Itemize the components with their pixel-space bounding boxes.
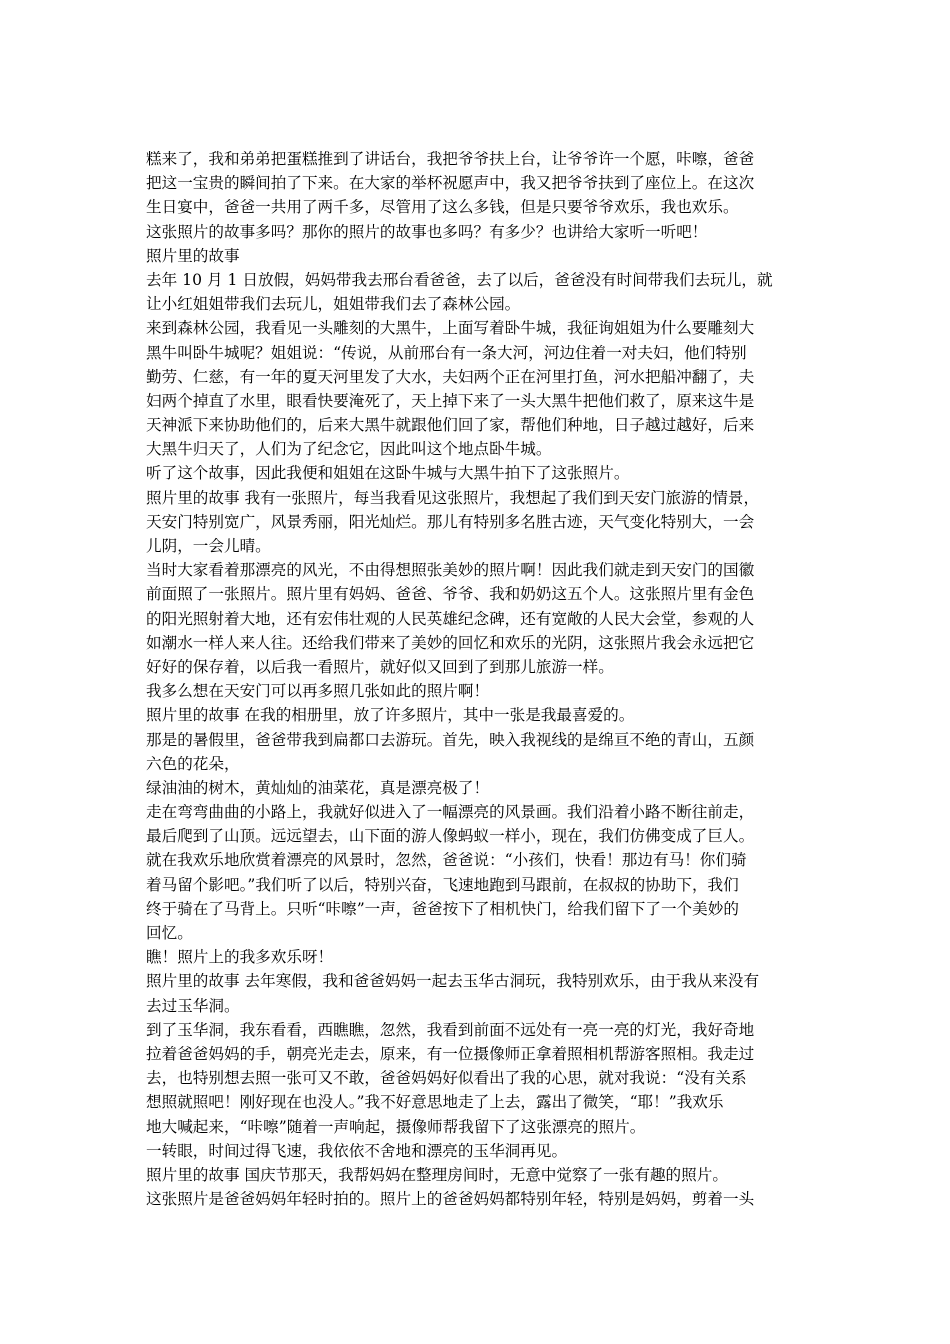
text-line: 把这一宝贵的瞬间拍了下来。在大家的举杯祝愿声中，我又把爷爷扶到了座位上。在这次 [146,174,755,193]
text-line: 当时大家看着那漂亮的风光，不由得想照张美妙的照片啊！因此我们就走到天安门的国徽 [146,561,755,580]
text-line: 这张照片的故事多吗？那你的照片的故事也多吗？有多少？也讲给大家听一听吧！ [146,222,708,241]
text-line: 回忆。 [146,924,193,942]
text-line: 让小红姐姐带我们去玩儿，姐姐带我们去了森林公园。 [146,295,521,314]
text-line: 勤劳、仁慈，有一年的夏天河里发了大水，夫妇两个正在河里打鱼，河水把船冲翻了，夫 [146,367,755,386]
text-line: 走在弯弯曲曲的小路上，我就好似进入了一幅漂亮的风景画。我们沿着小路不断往前走， [146,803,755,822]
text-line: 到了玉华洞，我东看看，西瞧瞧，忽然，我看到前面不远处有一亮一亮的灯光，我好奇地 [146,1020,755,1039]
text-line: 去过玉华洞。 [146,996,240,1015]
text-line: 我多么想在天安门可以再多照几张如此的照片啊！ [146,682,490,701]
text-line: 照片里的故事 我有一张照片，每当我看见这张照片，我想起了我们到天安门旅游的情景， [146,488,760,507]
text-line: 前面照了一张照片。照片里有妈妈、爸爸、爷爷、我和奶奶这五个人。这张照片里有金色 [146,585,755,604]
text-line: 瞧！照片上的我多欢乐呀！ [146,948,334,967]
text-line: 妇两个掉直了水里，眼看快要淹死了，天上掉下来了一头大黑牛把他们救了，原来这牛是 [146,391,755,410]
text-line: 来到森林公园，我看见一头雕刻的大黑牛，上面写着卧牛城，我征询姐姐为什么要雕刻大 [146,319,755,338]
text-line: 照片里的故事 国庆节那天，我帮妈妈在整理房间时，无意中觉察了一张有趣的照片。 [146,1165,728,1184]
text-line: 拉着爸爸妈妈的手，朝亮光走去，原来，有一位摄像师正拿着照相机帮游客照相。我走过 [146,1044,755,1063]
text-line: 去年 10 月 1 日放假，妈妈带我去邢台看爸爸，去了以后，爸爸没有时间带我们去玩儿，就 [146,270,773,289]
text-line: 儿阴，一会儿晴。 [146,537,271,555]
text-line: 的阳光照射着大地，还有宏伟壮观的人民英雄纪念碑，还有宽敞的人民大会堂，参观的人 [146,609,755,628]
text-line: 终于骑在了马背上。只听“咔嚓”一声，爸爸按下了相机快门，给我们留下了一个美妙的 [146,899,739,918]
text-line: 听了这个故事，因此我便和姐姐在这卧牛城与大黑牛拍下了这张照片。 [146,464,630,483]
text-line: 黑牛叫卧牛城呢？姐姐说：“传说，从前邢台有一条大河，河边住着一对夫妇，他们特别 [146,343,747,362]
text-line: 如潮水一样人来人往。还给我们带来了美妙的回忆和欢乐的光阴，这张照片我会永远把它 [146,633,755,652]
text-line: 大黑牛归天了，人们为了纪念它，因此叫这个地点卧牛城。 [146,440,552,459]
text-line: 地大喊起来，“咔嚓”随着一声响起，摄像师帮我留下了这张漂亮的照片。 [146,1117,646,1136]
text-line: 天安门特别宽广，风景秀丽，阳光灿烂。那儿有特别多名胜古迹，天气变化特别大，一会 [146,512,755,531]
text-line: 绿油油的树木，黄灿灿的油菜花，真是漂亮极了！ [146,778,490,797]
text-line: 照片里的故事 在我的相册里，放了许多照片，其中一张是我最喜爱的。 [146,706,635,725]
text-line: 那是的暑假里，爸爸带我到扁都口去游玩。首先，映入我视线的是绵亘不绝的青山，五颜 [146,730,755,749]
text-line: 着马留个影吧。”我们听了以后，特别兴奋，飞速地跑到马跟前，在叔叔的协助下，我们 [146,875,739,894]
text-line: 天神派下来协助他们的，后来大黑牛就跟他们回了家，帮他们种地，日子越过越好，后来 [146,416,755,435]
text-line: 去，也特别想去照一张可又不敢，爸爸妈妈好似看出了我的心思，就对我说：“没有关系 [146,1069,747,1088]
text-line: 一转眼，时间过得飞速，我依依不舍地和漂亮的玉华洞再见。 [146,1141,568,1160]
text-line: 六色的花朵， [146,754,240,773]
text-line: 最后爬到了山顶。远远望去，山下面的游人像蚂蚁一样小，现在，我们仿佛变成了巨人。 [146,827,755,846]
text-line: 照片里的故事 [146,246,240,265]
text-line: 就在我欢乐地欣赏着漂亮的风景时，忽然，爸爸说：“小孩们，快看！那边有马！你们骑 [146,851,747,870]
text-line: 这张照片是爸爸妈妈年轻时拍的。照片上的爸爸妈妈都特别年轻，特别是妈妈，剪着一头 [146,1190,755,1209]
text-line: 照片里的故事 去年寒假，我和爸爸妈妈一起去玉华古洞玩，我特别欢乐，由于我从来没有 [146,972,760,991]
text-line: 生日宴中，爸爸一共用了两千多，尽管用了这么多钱，但是只要爷爷欢乐，我也欢乐。 [146,198,739,217]
text-line: 糕来了，我和弟弟把蛋糕推到了讲话台，我把爷爷扶上台，让爷爷许一个愿，咔嚓，爸爸 [146,150,755,168]
text-line: 想照就照吧！刚好现在也没人。”我不好意思地走了上去，露出了微笑，“耶！”我欢乐 [146,1093,724,1112]
document-body [146,147,810,1211]
text-line: 好好的保存着，以后我一看照片，就好似又回到了到那儿旅游一样。 [146,657,614,676]
